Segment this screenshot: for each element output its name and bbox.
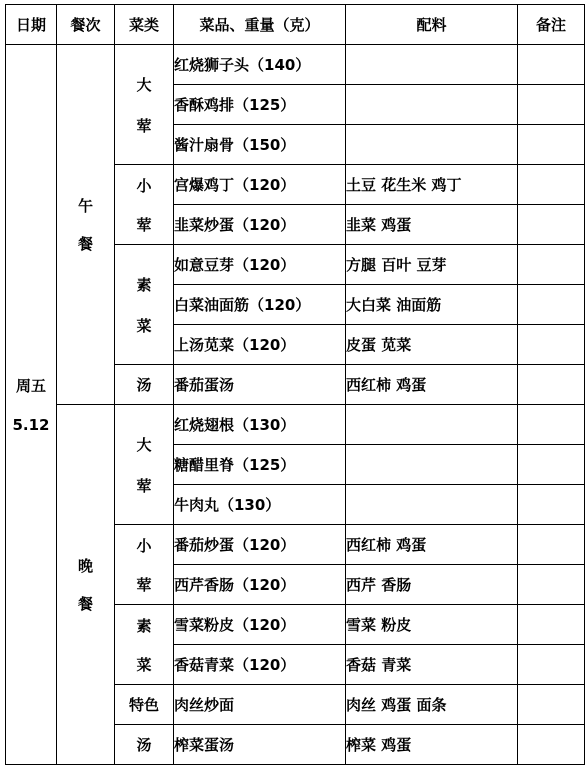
category-char: 大 bbox=[136, 75, 152, 94]
dish-cell: 红烧翅根（130） bbox=[174, 405, 346, 445]
notes-cell bbox=[518, 645, 585, 685]
dish-cell: 香酥鸡排（125） bbox=[174, 85, 346, 125]
category-cell bbox=[115, 405, 174, 525]
menu-table bbox=[5, 4, 585, 765]
notes-cell bbox=[518, 285, 585, 325]
meal-dinner bbox=[57, 405, 115, 765]
notes-cell bbox=[518, 245, 585, 285]
notes-cell bbox=[518, 445, 585, 485]
category-char: 菜 bbox=[136, 316, 152, 335]
dish-cell: 番茄炒蛋（120） bbox=[174, 525, 346, 565]
category-char: 素 bbox=[136, 275, 152, 294]
notes-cell bbox=[518, 405, 585, 445]
meal-lunch-char: 午 bbox=[77, 197, 93, 215]
header-notes: 备注 bbox=[518, 5, 585, 45]
dish-cell: 上汤苋菜（120） bbox=[174, 325, 346, 365]
dish-cell: 香菇青菜（120） bbox=[174, 645, 346, 685]
ingredients-cell bbox=[346, 445, 518, 485]
category-char: 大 bbox=[136, 435, 152, 454]
dish-cell: 雪菜粉皮（120） bbox=[174, 605, 346, 645]
dish-cell: 如意豆芽（120） bbox=[174, 245, 346, 285]
notes-cell bbox=[518, 45, 585, 85]
ingredients-cell: 雪菜 粉皮 bbox=[346, 605, 518, 645]
notes-cell bbox=[518, 725, 585, 765]
notes-cell bbox=[518, 485, 585, 525]
notes-cell bbox=[518, 125, 585, 165]
ingredients-cell: 皮蛋 苋菜 bbox=[346, 325, 518, 365]
category-char: 荤 bbox=[136, 476, 152, 495]
date-cell bbox=[6, 45, 57, 765]
header-ingredients: 配料 bbox=[346, 5, 518, 45]
ingredients-cell bbox=[346, 85, 518, 125]
ingredients-cell: 西芹 香肠 bbox=[346, 565, 518, 605]
category-cell bbox=[115, 525, 174, 605]
category-char: 小 bbox=[136, 536, 152, 555]
dish-cell: 榨菜蛋汤 bbox=[174, 725, 346, 765]
ingredients-cell: 大白菜 油面筋 bbox=[346, 285, 518, 325]
dish-cell: 西芹香肠（120） bbox=[174, 565, 346, 605]
dish-cell: 牛肉丸（130） bbox=[174, 485, 346, 525]
category-cell bbox=[115, 605, 174, 685]
dish-cell: 白菜油面筋（120） bbox=[174, 285, 346, 325]
notes-cell bbox=[518, 605, 585, 645]
category-char: 荤 bbox=[136, 116, 152, 135]
ingredients-cell bbox=[346, 125, 518, 165]
ingredients-cell: 西红柿 鸡蛋 bbox=[346, 365, 518, 405]
category-cell: 汤 bbox=[115, 725, 174, 765]
category-cell bbox=[115, 165, 174, 245]
notes-cell bbox=[518, 85, 585, 125]
notes-cell bbox=[518, 565, 585, 605]
notes-cell bbox=[518, 165, 585, 205]
table-row bbox=[6, 405, 585, 445]
dish-cell: 糖醋里脊（125） bbox=[174, 445, 346, 485]
category-char: 小 bbox=[136, 176, 152, 195]
notes-cell bbox=[518, 685, 585, 725]
category-cell bbox=[115, 245, 174, 365]
ingredients-cell: 土豆 花生米 鸡丁 bbox=[346, 165, 518, 205]
header-category: 菜类 bbox=[115, 5, 174, 45]
header-row bbox=[6, 5, 585, 45]
category-char: 荤 bbox=[136, 575, 152, 594]
meal-lunch-char: 餐 bbox=[77, 235, 93, 253]
date-num: 5.12 bbox=[12, 416, 50, 434]
header-date: 日期 bbox=[6, 5, 57, 45]
notes-cell bbox=[518, 525, 585, 565]
header-dish: 菜品、重量（克） bbox=[174, 5, 346, 45]
ingredients-cell: 方腿 百叶 豆芽 bbox=[346, 245, 518, 285]
dish-cell: 肉丝炒面 bbox=[174, 685, 346, 725]
ingredients-cell bbox=[346, 485, 518, 525]
meal-dinner-char: 餐 bbox=[77, 595, 93, 613]
table-row bbox=[6, 45, 585, 85]
category-cell: 特色 bbox=[115, 685, 174, 725]
ingredients-cell: 榨菜 鸡蛋 bbox=[346, 725, 518, 765]
date-day: 周五 bbox=[15, 377, 46, 395]
category-char: 荤 bbox=[136, 215, 152, 234]
category-cell bbox=[115, 45, 174, 165]
category-cell: 汤 bbox=[115, 365, 174, 405]
ingredients-cell bbox=[346, 45, 518, 85]
category-char: 菜 bbox=[136, 655, 152, 674]
ingredients-cell: 肉丝 鸡蛋 面条 bbox=[346, 685, 518, 725]
notes-cell bbox=[518, 365, 585, 405]
ingredients-cell: 西红柿 鸡蛋 bbox=[346, 525, 518, 565]
notes-cell bbox=[518, 205, 585, 245]
dish-cell: 红烧狮子头（140） bbox=[174, 45, 346, 85]
dish-cell: 宫爆鸡丁（120） bbox=[174, 165, 346, 205]
ingredients-cell: 香菇 青菜 bbox=[346, 645, 518, 685]
meal-dinner-char: 晚 bbox=[77, 557, 93, 575]
meal-lunch bbox=[57, 45, 115, 405]
ingredients-cell bbox=[346, 405, 518, 445]
ingredients-cell: 韭菜 鸡蛋 bbox=[346, 205, 518, 245]
notes-cell bbox=[518, 325, 585, 365]
category-char: 素 bbox=[136, 616, 152, 635]
dish-cell: 酱汁扇骨（150） bbox=[174, 125, 346, 165]
dish-cell: 韭菜炒蛋（120） bbox=[174, 205, 346, 245]
header-meal: 餐次 bbox=[57, 5, 115, 45]
dish-cell: 番茄蛋汤 bbox=[174, 365, 346, 405]
